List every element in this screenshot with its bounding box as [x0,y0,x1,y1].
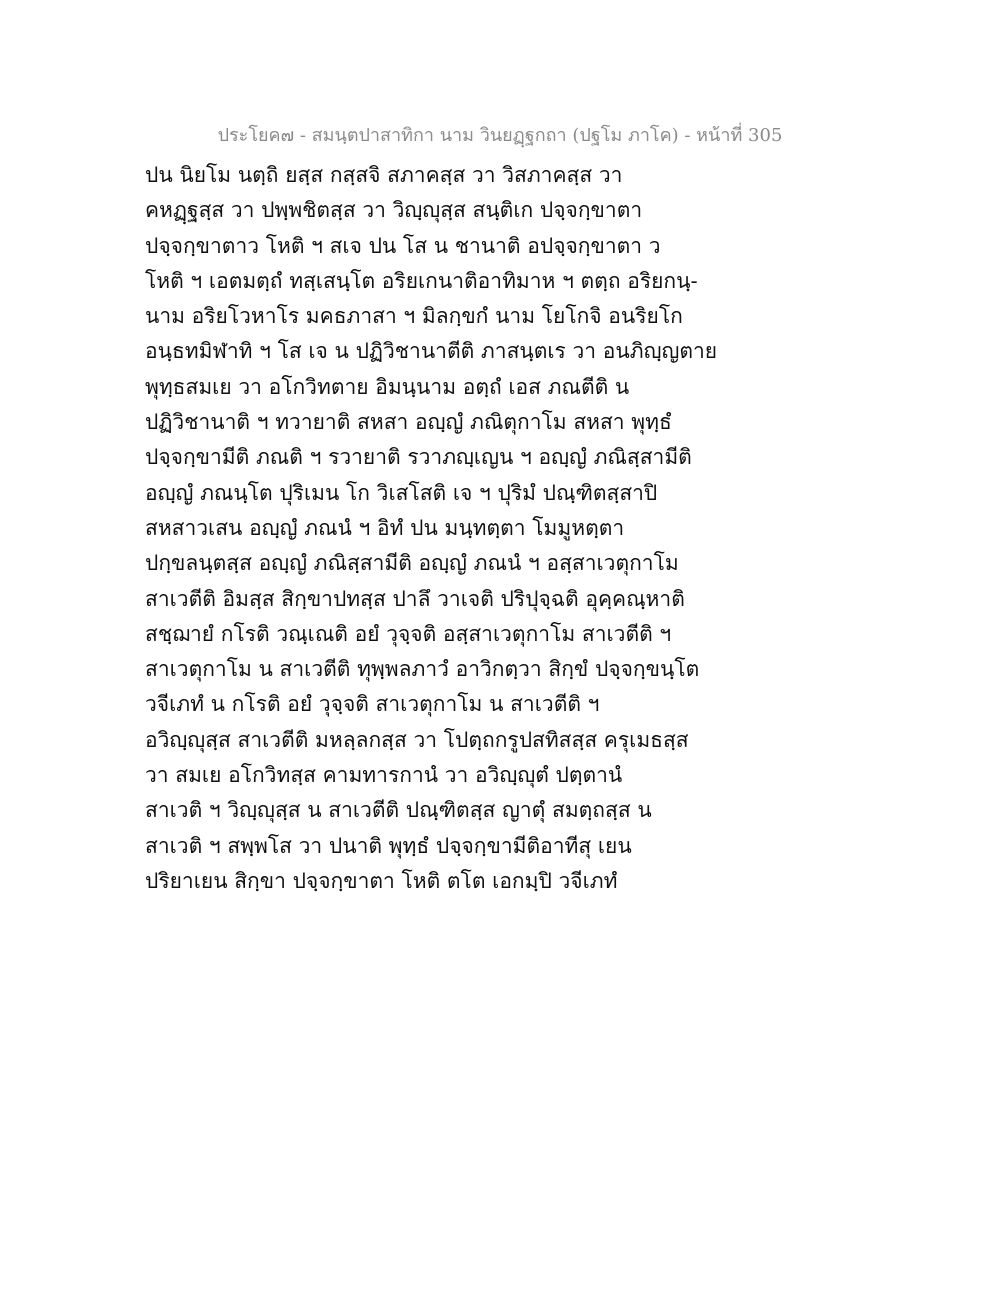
text-line: วา สมเย อโกวิทสฺส คามทารกานํ วา อวิญฺญุตํ ปตฺตานํ [145,763,623,788]
text-line: ปจฺจกฺขาตาว โหติ ฯ สเจ ปน โส น ชานาติ อปจฺจกฺขาตา ว [145,233,661,258]
text-line: ปกฺขลนฺตสฺส อญฺญํ ภณิสฺสามีติ อญฺญํ ภณนํ ฯ อสฺสาเวตุกาโม [145,551,679,576]
text-line: สาเวติ ฯ สพฺพโส วา ปนาติ พุทฺธํ ปจฺจกฺขามีติอาทีสุ เยน [145,833,632,858]
text-line: ปน นิยโม นตฺถิ ยสฺส กสฺสจิ สภาคสฺส วา วิสภาคสฺส วา [145,163,623,187]
text-line: สาเวตีติ อิมสฺส สิกฺขาปทสฺส ปาลึ วาเจติ ปริปุจฺฉติ อุคฺคณฺหาติ [145,586,685,611]
text-line: อวิญฺญุสฺส สาเวตีติ มหลฺลกสฺส วา โปตฺถกรูปสทิสสฺส ครุเมธสฺส [145,727,689,752]
text-line: คหฏฺฐสฺส วา ปพฺพชิตสฺส วา วิญฺญุสฺส สนฺติเก ปจฺจกฺขาตา [145,198,643,223]
text-line: โหติ ฯ เอตมตฺถํ ทสฺเสนฺโต อริยเกนาติอาทิมาห ฯ ตตฺถ อริยกนฺ- [145,268,698,293]
text-line: ปริยาเยน สิกฺขา ปจฺจกฺขาตา โหติ ตโต เอกมฺปิ วจีเภทํ [145,868,618,893]
text-line: อญฺญํ ภณนฺโต ปุริเมน โก วิเสโสติ เจ ฯ ปุริมํ ปณฺฑิตสฺสาปิ [145,480,658,505]
text-line: ปฏิวิชานาติ ฯ ทวายาติ สหสา อญฺญํ ภณิตุกาโม สหสา พุทฺธํ [145,410,672,435]
text-line: พุทฺธสมเย วา อโกวิทตาย อิมนฺนาม อตฺถํ เอส ภณตีติ น [145,374,630,399]
text-line: อนฺธทมิฬาทิ ฯ โส เจ น ปฏิวิชานาตีติ ภาสนฺตเร วา อนภิญฺญตาย [145,339,718,364]
page-header: ประโยค๗ - สมนฺตปาสาทิกา นาม วินยฏฺฐกถา (ปฐโม ภาโค) - หน้าที่ 305 [217,125,783,146]
body-text [145,158,845,899]
text-line: สาเวติ ฯ วิญฺญุสฺส น สาเวตีติ ปณฺฑิตสฺส ญาตุํ สมตฺถสฺส น [145,798,652,823]
text-line: สหสาวเสน อญฺญํ ภณนํ ฯ อิทํ ปน มนฺทตฺตา โมมูหตฺตา [145,515,625,540]
text-line: ปจฺจกฺขามีติ ภณติ ฯ รวายาติ รวาภญฺเญน ฯ อญฺญํ ภณิสฺสามีติ [145,445,692,470]
text-line: นาม อริยโวหาโร มคธภาสา ฯ มิลกฺขกํ นาม โยโกจิ อนริยโก [145,304,683,329]
text-line: สชฺฌายํ กโรติ วณฺเณติ อยํ วุจฺจติ อสฺสาเวตุกาโม สาเวตีติ ฯ [145,621,672,646]
text-line: สาเวตุกาโม น สาเวตีติ ทุพฺพลภาวํ อาวิกตฺวา สิกฺขํ ปจฺจกฺขนฺโต [145,657,700,682]
text-line: วจีเภทํ น กโรติ อยํ วุจฺจติ สาเวตุกาโม น สาเวตีติ ฯ [145,692,600,717]
